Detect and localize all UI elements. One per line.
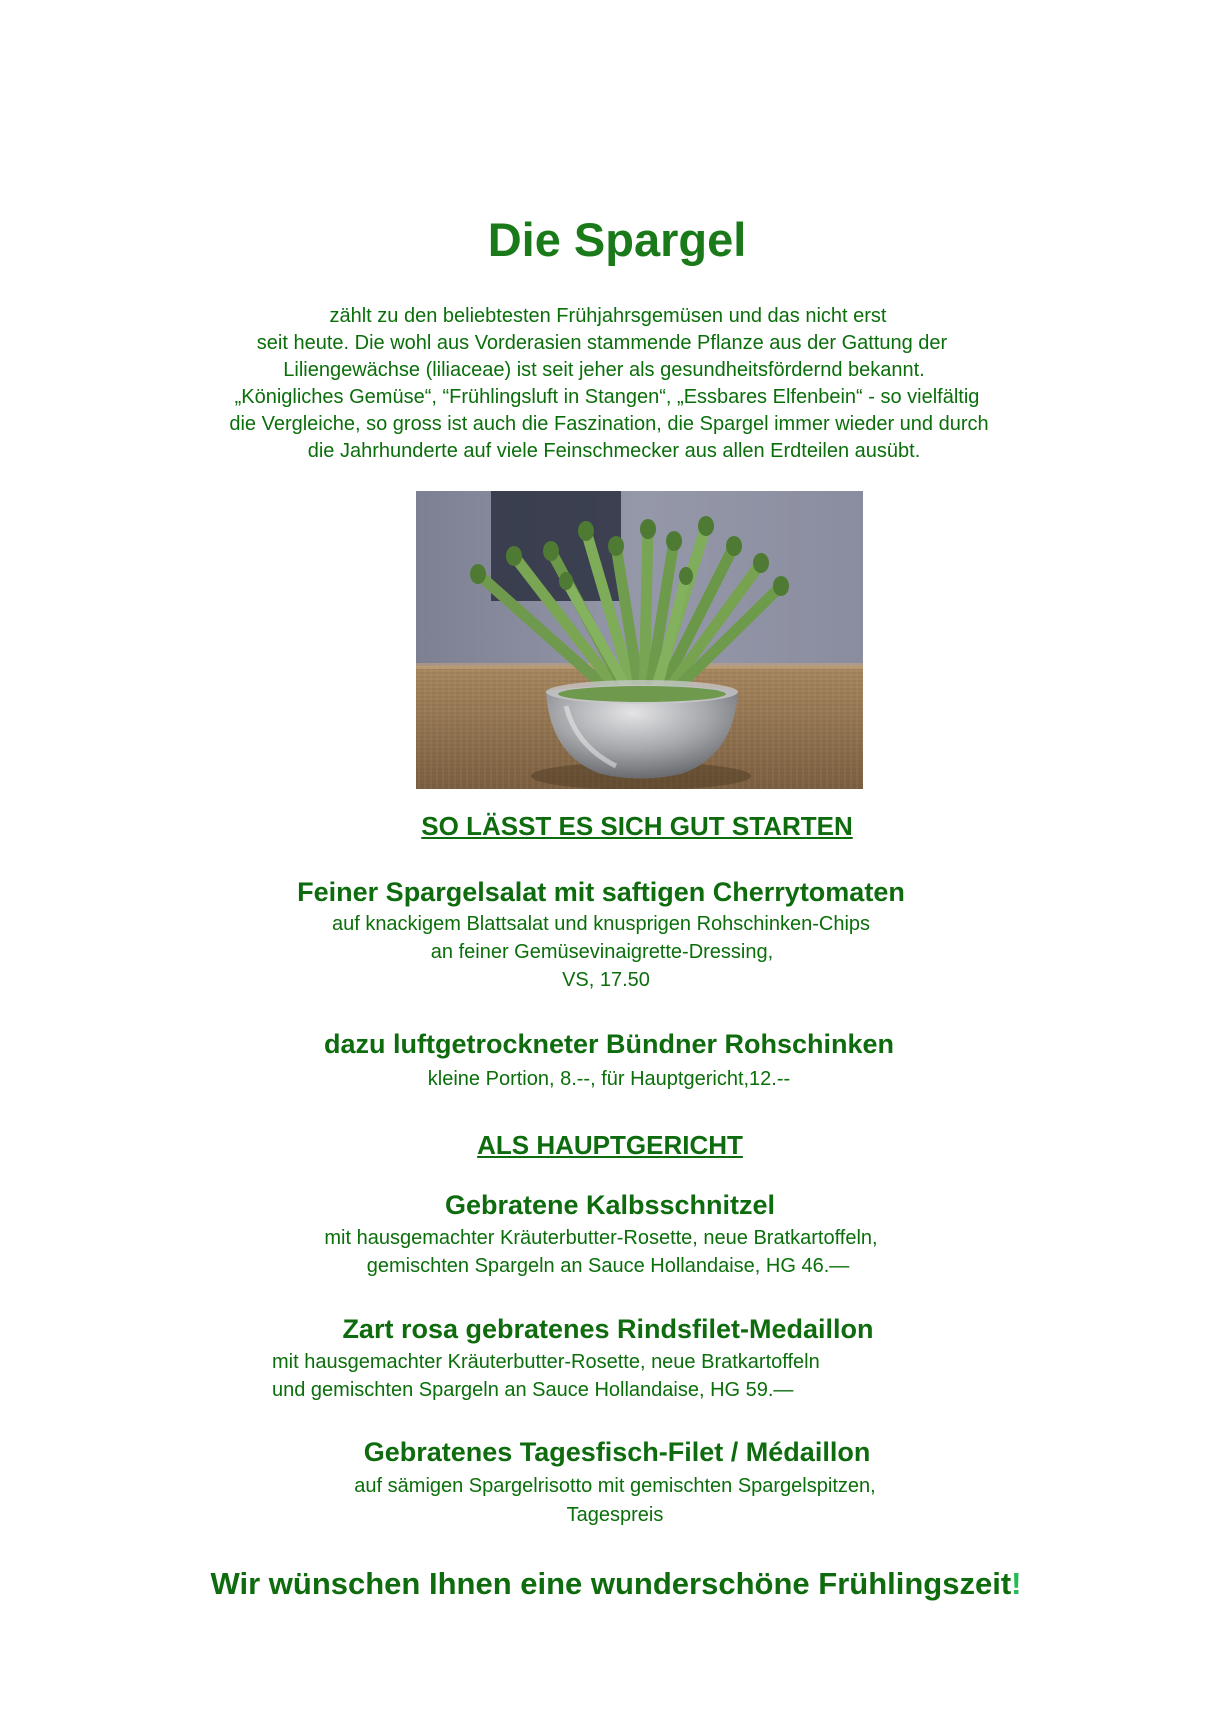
dish-description: an feiner Gemüsevinaigrette-Dressing, — [430, 941, 774, 963]
intro-line: „Königliches Gemüse“, “Frühlingsluft in Stangen“, „Essbares Elfenbein“ - so vielfältig — [234, 386, 980, 408]
section-heading-mains: ALS HAUPTGERICHT — [477, 1130, 743, 1160]
dish-name-beef: Zart rosa gebratenes Rindsfilet-Medaillon — [342, 1314, 874, 1344]
asparagus-bowl-illustration — [416, 491, 863, 789]
intro-line: Liliengewächse (liliaceae) ist seit jeher als gesundheitsfördernd bekannt. — [283, 359, 925, 381]
dish-price: kleine Portion, 8.--, für Hauptgericht,12.-- — [427, 1068, 791, 1090]
dish-name-salad: Feiner Spargelsalat mit saftigen Cherrytomaten — [297, 877, 905, 907]
dish-description: mit hausgemachter Kräuterbutter-Rosette, neue Bratkartoffeln, — [324, 1227, 878, 1249]
dish-price: VS, 17.50 — [562, 969, 650, 991]
dish-name-veal: Gebratene Kalbsschnitzel — [444, 1190, 776, 1220]
closing-message — [5, 1566, 1222, 1602]
dish-price: Tagespreis — [566, 1504, 664, 1526]
dish-description: auf sämigen Spargelrisotto mit gemischten Spargelspitzen, — [354, 1475, 876, 1497]
dish-price: gemischten Spargeln an Sauce Hollandaise, HG 46.— — [366, 1255, 850, 1277]
section-heading-starters: SO LÄSST ES SICH GUT STARTEN — [421, 811, 853, 841]
asparagus-photo — [416, 491, 863, 789]
closing-exclamation: ! — [1011, 1566, 1022, 1601]
dish-name-ham: dazu luftgetrockneter Bündner Rohschinken — [323, 1029, 895, 1059]
intro-line: die Jahrhunderte auf viele Feinschmecker aus allen Erdteilen ausübt. — [307, 440, 921, 462]
intro-line: die Vergleiche, so gross ist auch die Faszination, die Spargel immer wieder und durch — [229, 413, 989, 435]
dish-name-fish: Gebratenes Tagesfisch-Filet / Médaillon — [363, 1437, 871, 1467]
intro-line: zählt zu den beliebtesten Frühjahrsgemüsen und das nicht erst — [329, 305, 887, 327]
closing-text: Wir wünschen Ihnen eine wunderschöne Frühlingszeit — [210, 1566, 1012, 1601]
page-title: Die Spargel — [487, 213, 747, 266]
intro-line: seit heute. Die wohl aus Vorderasien stammende Pflanze aus der Gattung der — [256, 332, 948, 354]
dish-description: auf knackigem Blattsalat und knusprigen Rohschinken-Chips — [331, 913, 871, 935]
dish-price: und gemischten Spargeln an Sauce Hollandaise, HG 59.— — [272, 1379, 794, 1401]
dish-description: mit hausgemachter Kräuterbutter-Rosette, neue Bratkartoffeln — [272, 1351, 820, 1373]
